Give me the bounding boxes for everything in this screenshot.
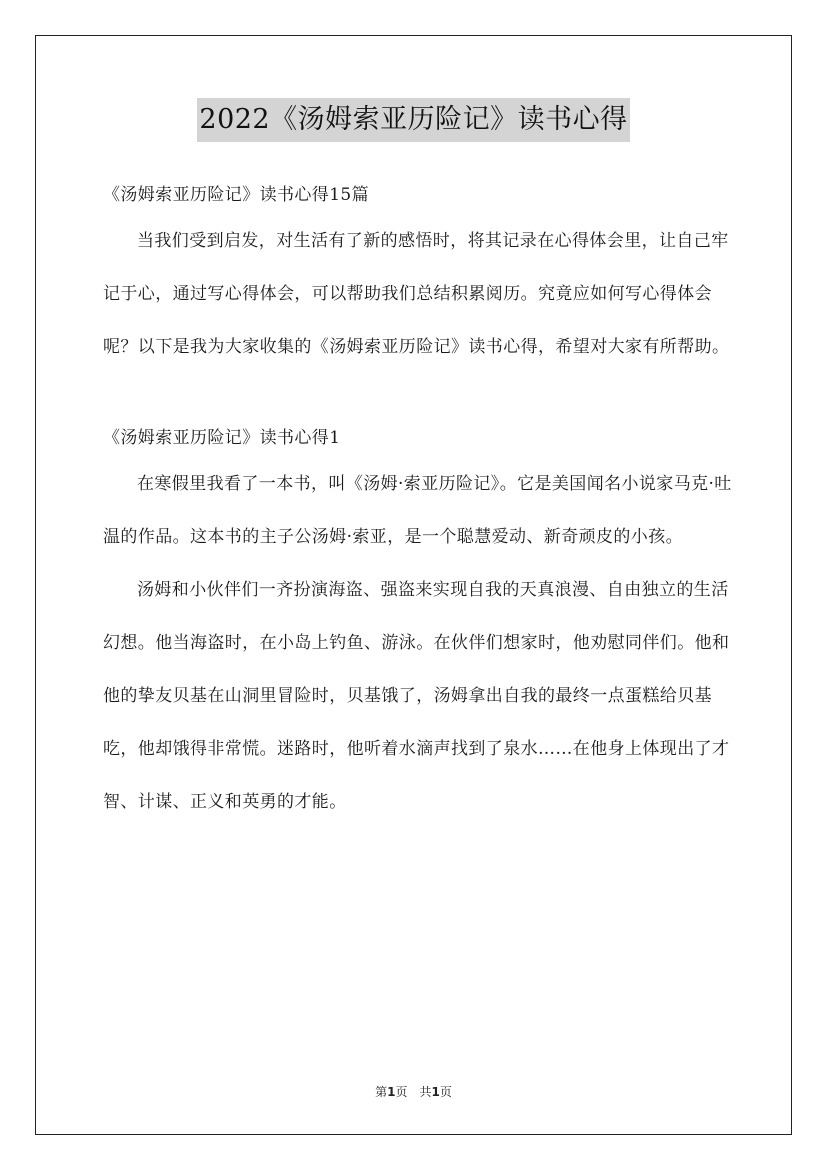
page-footer — [0, 1083, 827, 1100]
footer-page-suffix: 页 — [439, 1085, 452, 1099]
document-title: 2022《汤姆索亚历险记》读书心得 — [197, 98, 629, 142]
body-paragraph: 汤姆和小伙伴们一齐扮演海盗、强盗来实现自我的天真浪漫、自由独立的生活幻想。他当海盗时，在小岛上钓鱼、游泳。在伙伴们想家时，他劝慰同伴们。他和他的挚友贝基在山洞里冒险时，贝基饿了，汤姆拿出自我的最终一点蛋糕给贝基吃，他却饿得非常慌。迷路时，他听着水滴声找到了泉水……在他身上体现出了才智、计谋、正义和英勇的才能。 — [103, 580, 730, 812]
body-paragraph: 在寒假里我看了一本书，叫《汤姆·索亚历险记》。它是美国闻名小说家马克·吐温的作品。这本书的主子公汤姆·索亚，是一个聪慧爱动、新奇顽皮的小孩。 — [103, 474, 732, 547]
section-heading: 《汤姆索亚历险记》读书心得1 — [103, 428, 341, 448]
footer-page-total: 1 — [431, 1085, 440, 1099]
footer-page-current: 1 — [387, 1085, 396, 1099]
footer-page-prefix: 第 — [375, 1085, 388, 1099]
section-spacer — [103, 374, 743, 418]
document-body — [103, 175, 743, 829]
footer-page-mid: 页 共 — [395, 1085, 432, 1099]
document-subtitle: 《汤姆索亚历险记》读书心得15篇 — [103, 185, 370, 205]
intro-paragraph: 当我们受到启发，对生活有了新的感悟时，将其记录在心得体会里，让自己牢记于心，通过写心得体会，可以帮助我们总结积累阅历。究竟应如何写心得体会呢？以下是我为大家收集的《汤姆索亚历险记》读书心得，希望对大家有所帮助。 — [103, 231, 730, 357]
title-container — [0, 98, 827, 142]
